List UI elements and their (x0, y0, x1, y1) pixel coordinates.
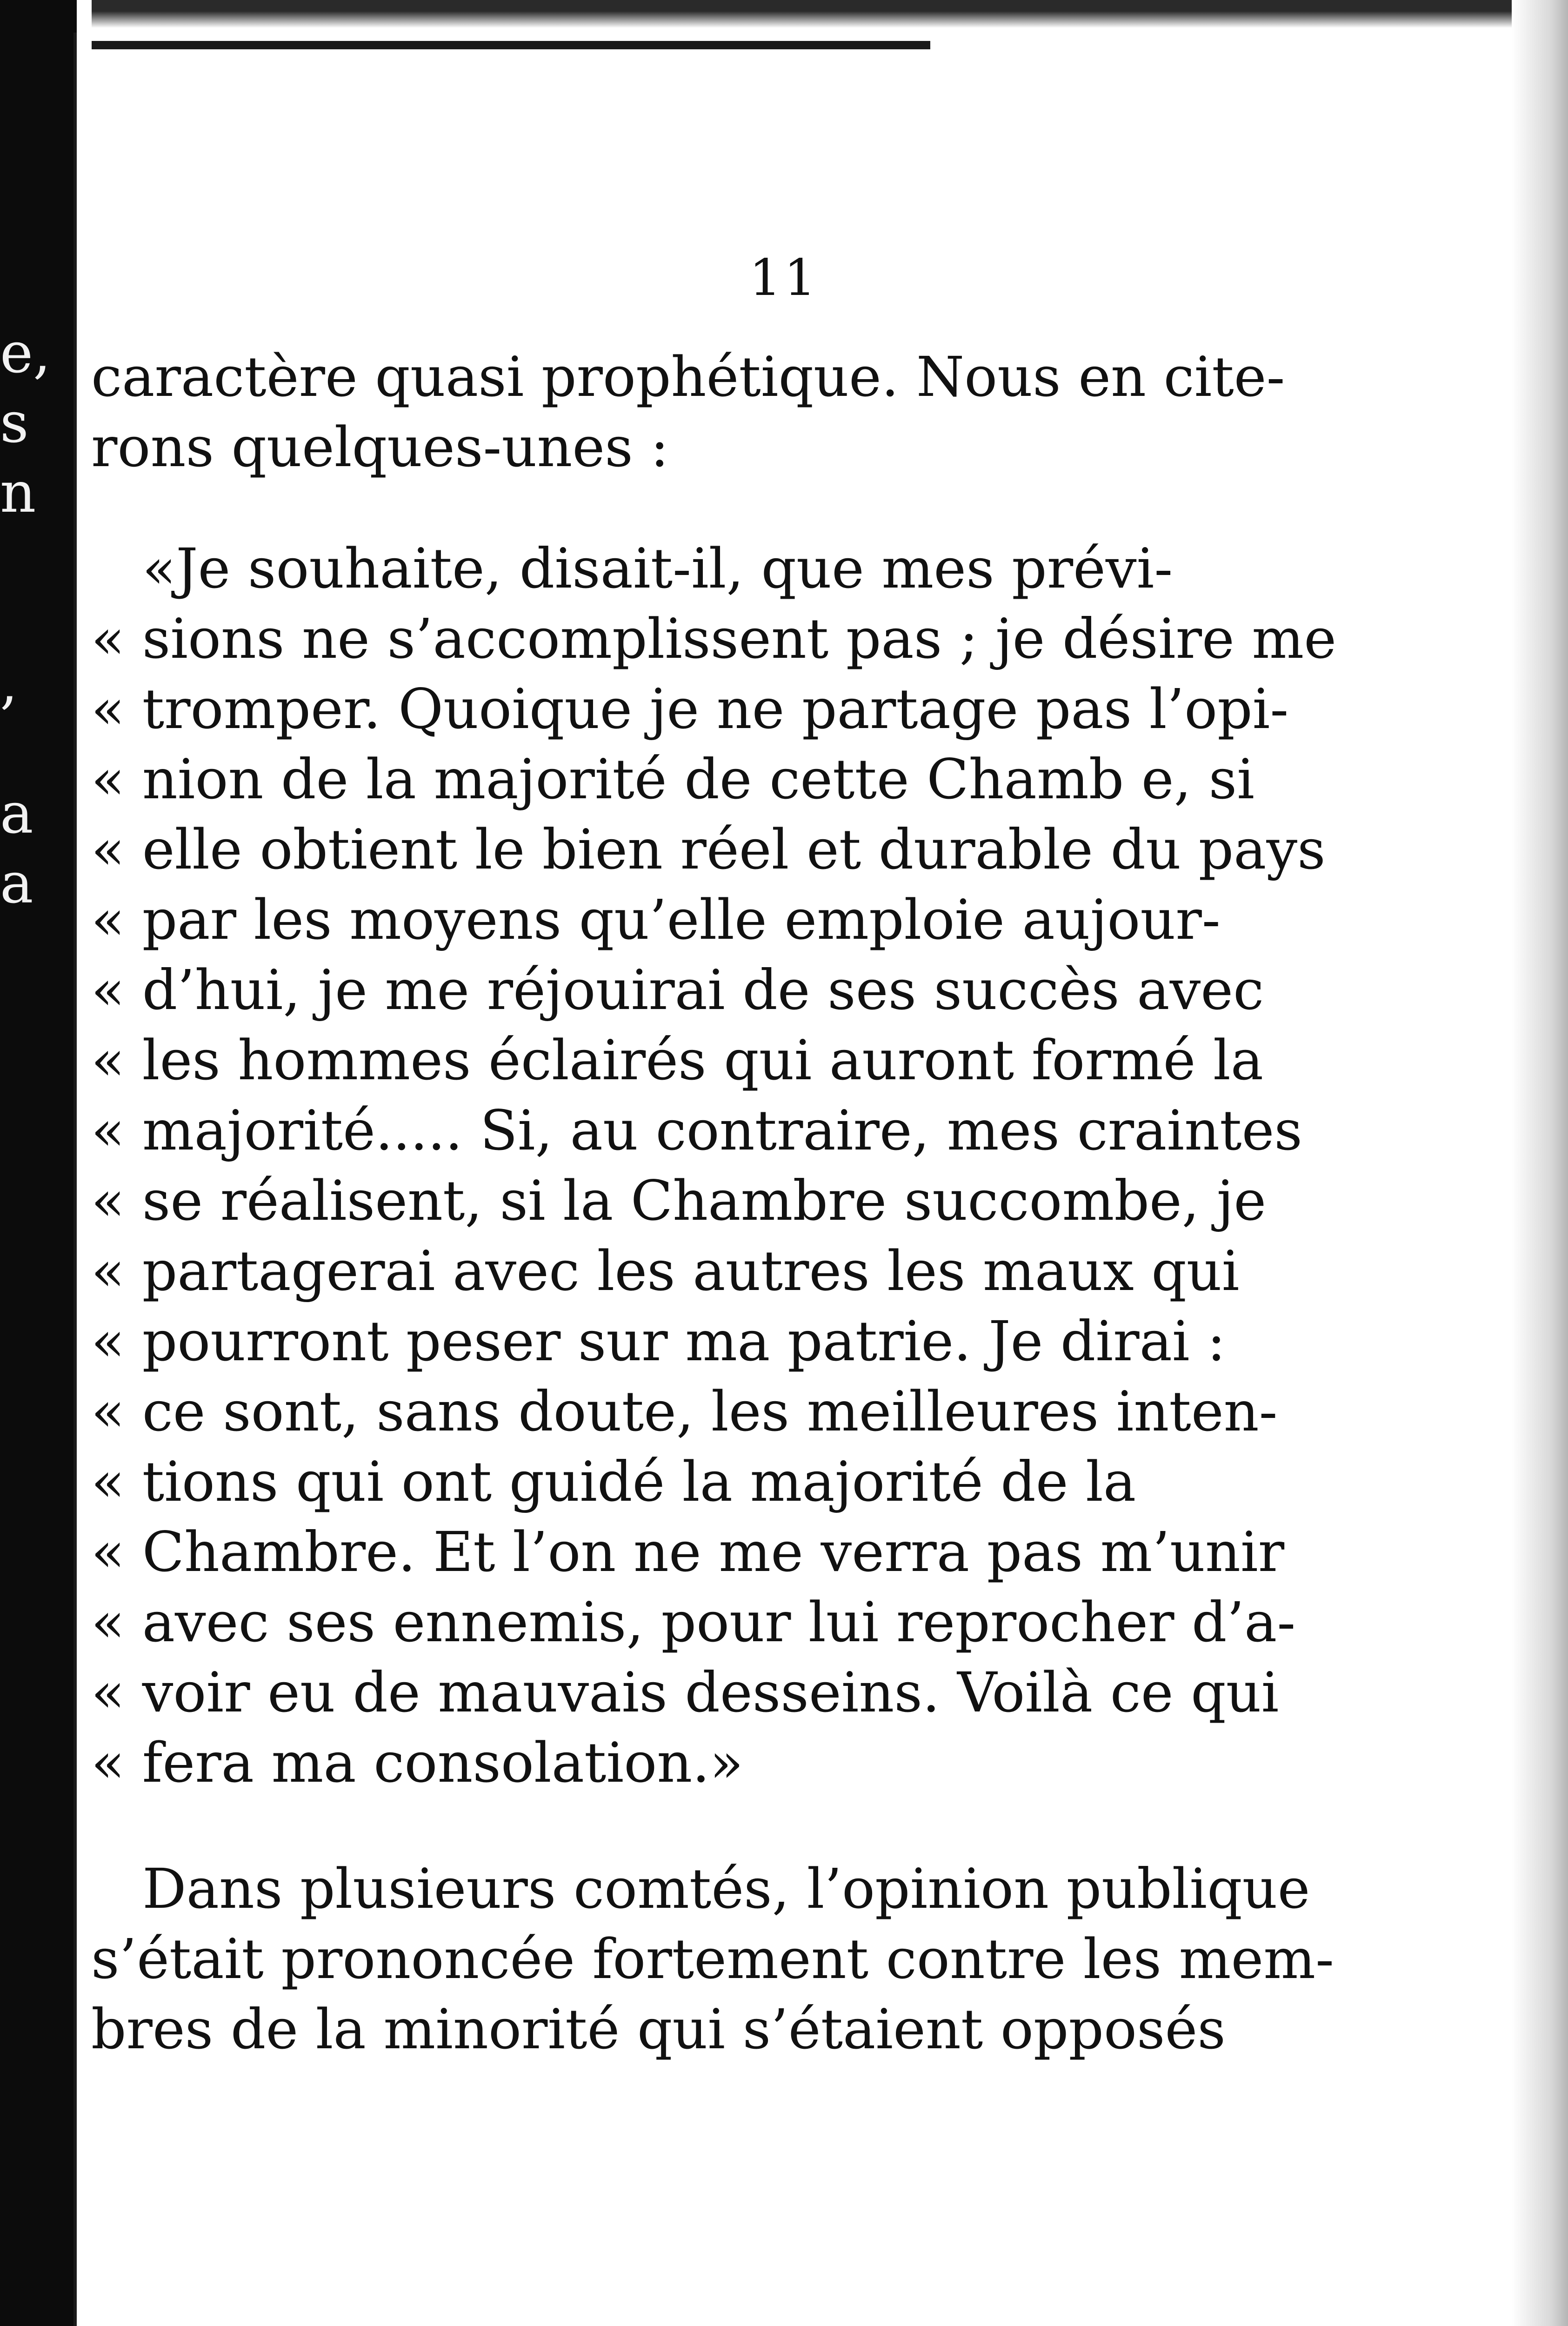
text-line: s’était prononcée fortement contre les mem- (91, 1927, 1334, 1991)
text-line: « nion de la majorité de cette Chamb e, si (91, 747, 1254, 811)
text-line: « voir eu de mauvais desseins. Voilà ce qui (91, 1660, 1279, 1724)
text-line: Dans plusieurs comtés, l’opinion publique (142, 1857, 1310, 1921)
text-line: « pourront peser sur ma patrie. Je dirai : (91, 1309, 1226, 1373)
page-gutter (77, 0, 92, 2326)
previous-page-fragment: , (0, 651, 18, 716)
text-line: caractère quasi prophétique. Nous en cite- (91, 345, 1285, 409)
text-line: « fera ma consolation.» (91, 1731, 743, 1795)
paragraph-quotation (91, 534, 1337, 1798)
text-line: «Je souhaite, disait-il, que mes prévi- (142, 536, 1173, 601)
text-line: « par les moyens qu’elle emploie aujour- (91, 888, 1221, 952)
page-body (91, 342, 1337, 2065)
scan-right-edge (1512, 0, 1568, 2326)
scan-top-edge (0, 0, 1568, 28)
text-line: bres de la minorité qui s’étaient opposés (91, 1997, 1226, 2061)
text-line: « tromper. Quoique je ne partage pas l’opi- (91, 677, 1289, 741)
previous-page-fragments (0, 0, 74, 2326)
text-line: « Chambre. Et l’on ne me verra pas m’unir (91, 1520, 1285, 1584)
text-line: « se réalisent, si la Chambre succombe, je (91, 1169, 1267, 1233)
text-line: « d’hui, je me réjouirai de ses succès avec (91, 958, 1264, 1022)
text-line: « tions qui ont guidé la majorité de la (91, 1450, 1136, 1514)
text-line: rons quelques-unes : (91, 415, 669, 479)
text-line: « les hommes éclairés qui auront formé la (91, 1028, 1264, 1092)
page-number: 11 (749, 249, 819, 307)
previous-page-fragment: e, (0, 321, 51, 386)
previous-page-fragment: a (0, 851, 33, 916)
previous-page-fragment: s (0, 391, 29, 455)
paragraph-closing (91, 1854, 1334, 2065)
text-line: « elle obtient le bien réel et durable du pays (91, 817, 1326, 882)
previous-page-fragment: a (0, 782, 33, 846)
text-line: « majorité..... Si, au contraire, mes craintes (91, 1098, 1302, 1163)
text-line: « ce sont, sans doute, les meilleures inten- (91, 1379, 1278, 1444)
scan-top-rule (0, 41, 930, 49)
text-line: « sions ne s’accomplissent pas ; je désire me (91, 607, 1337, 671)
paragraph-intro (91, 342, 1285, 482)
text-line: « avec ses ennemis, pour lui reprocher d’a- (91, 1590, 1296, 1654)
previous-page-fragment: n (0, 461, 36, 525)
text-line: « partagerai avec les autres les maux qui (91, 1239, 1240, 1303)
